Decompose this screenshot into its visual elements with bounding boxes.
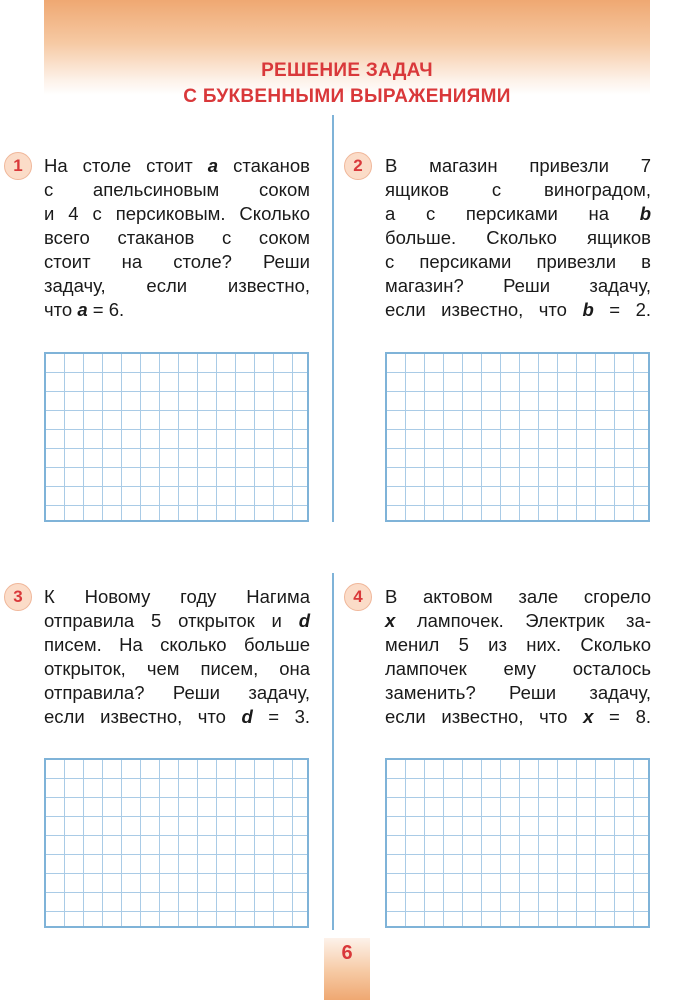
task-text-segment: с апельсиновым соком: [44, 179, 310, 200]
answer-grid-3[interactable]: [44, 758, 309, 928]
task-text-segment: а с персиками на: [385, 203, 640, 224]
task-line: [44, 178, 310, 202]
task-text-segment: стоит на столе? Реши: [44, 251, 310, 272]
task-text-segment: ящиков с виноградом,: [385, 179, 651, 200]
variable-letter: x: [385, 610, 396, 631]
task-line: [44, 154, 310, 178]
task-text-3: [44, 585, 310, 729]
task-text-segment: с персиками привезли в: [385, 251, 651, 272]
task-number-badge-4: 4: [344, 583, 372, 611]
task-text-segment: задачу, если известно,: [44, 275, 310, 296]
task-text-segment: стаканов: [218, 155, 310, 176]
task-text-segment: В актовом зале сгорело: [385, 586, 651, 607]
task-text-segment: если известно, что: [385, 299, 583, 320]
page-title: [44, 58, 650, 110]
task-number-badge-2: 2: [344, 152, 372, 180]
task-text-segment: магазин? Реши задачу,: [385, 275, 651, 296]
task-line: [44, 705, 310, 729]
task-line: [385, 226, 651, 250]
task-number-badge-3: 3: [4, 583, 32, 611]
task-line: [44, 202, 310, 226]
task-text-segment: отправила? Реши задачу,: [44, 682, 310, 703]
task-text-1: [44, 154, 310, 322]
page-number: 6: [341, 942, 353, 964]
task-text-segment: отправила 5 открыток и: [44, 610, 299, 631]
variable-letter: a: [207, 155, 219, 176]
task-text-segment: открыток, чем писем, она: [44, 658, 310, 679]
variable-letter: b: [639, 203, 651, 224]
task-text-2: [385, 154, 651, 322]
task-line: [385, 657, 651, 681]
variable-letter: a: [77, 299, 88, 320]
answer-grid-4[interactable]: [385, 758, 650, 928]
task-line: [44, 250, 310, 274]
task-text-segment: заменить? Реши задачу,: [385, 682, 651, 703]
task-text-segment: = 3.: [252, 706, 310, 727]
task-line: [44, 298, 310, 322]
task-line: [44, 274, 310, 298]
task-line: [385, 585, 651, 609]
task-line: [385, 633, 651, 657]
task-text-segment: На столе стоит: [44, 155, 208, 176]
task-line: [385, 250, 651, 274]
task-text-segment: В магазин привезли 7: [385, 155, 651, 176]
task-line: [385, 609, 651, 633]
task-line: [44, 657, 310, 681]
task-line: [44, 226, 310, 250]
task-text-segment: больше. Сколько ящиков: [385, 227, 651, 248]
task-text-segment: если известно, что: [44, 706, 242, 727]
task-line: [44, 609, 310, 633]
task-text-4: [385, 585, 651, 729]
task-text-segment: что: [44, 299, 78, 320]
task-line: [44, 681, 310, 705]
task-line: [385, 178, 651, 202]
task-text-segment: если известно, что: [385, 706, 584, 727]
variable-letter: d: [298, 610, 310, 631]
task-text-segment: и 4 с персиковым. Сколько: [44, 203, 310, 224]
page-title-line-1: РЕШЕНИЕ ЗАДАЧ: [261, 60, 433, 81]
task-line: [385, 154, 651, 178]
page-title-line-2: С БУКВЕННЫМИ ВЫРАЖЕНИЯМИ: [183, 86, 511, 107]
answer-grid-1[interactable]: [44, 352, 309, 522]
task-text-segment: менил 5 из них. Сколько: [385, 634, 651, 655]
task-text-segment: лампочек. Электрик за-: [395, 610, 651, 631]
task-text-segment: = 8.: [593, 706, 651, 727]
column-divider-top: [332, 115, 334, 522]
task-line: [44, 585, 310, 609]
task-text-segment: всего стаканов с соком: [44, 227, 310, 248]
variable-letter: x: [583, 706, 594, 727]
task-line: [385, 681, 651, 705]
task-text-segment: К Новому году Нагима: [44, 586, 310, 607]
task-text-segment: писем. На сколько больше: [44, 634, 310, 655]
task-line: [385, 202, 651, 226]
task-line: [385, 705, 651, 729]
task-text-segment: лампочек ему осталось: [385, 658, 651, 679]
task-text-segment: = 6.: [87, 299, 125, 320]
column-divider-bottom: [332, 573, 334, 930]
task-text-segment: = 2.: [593, 299, 651, 320]
variable-letter: b: [582, 299, 594, 320]
task-line: [44, 633, 310, 657]
variable-letter: d: [241, 706, 253, 727]
task-number-badge-1: 1: [4, 152, 32, 180]
task-line: [385, 298, 651, 322]
task-line: [385, 274, 651, 298]
answer-grid-2[interactable]: [385, 352, 650, 522]
